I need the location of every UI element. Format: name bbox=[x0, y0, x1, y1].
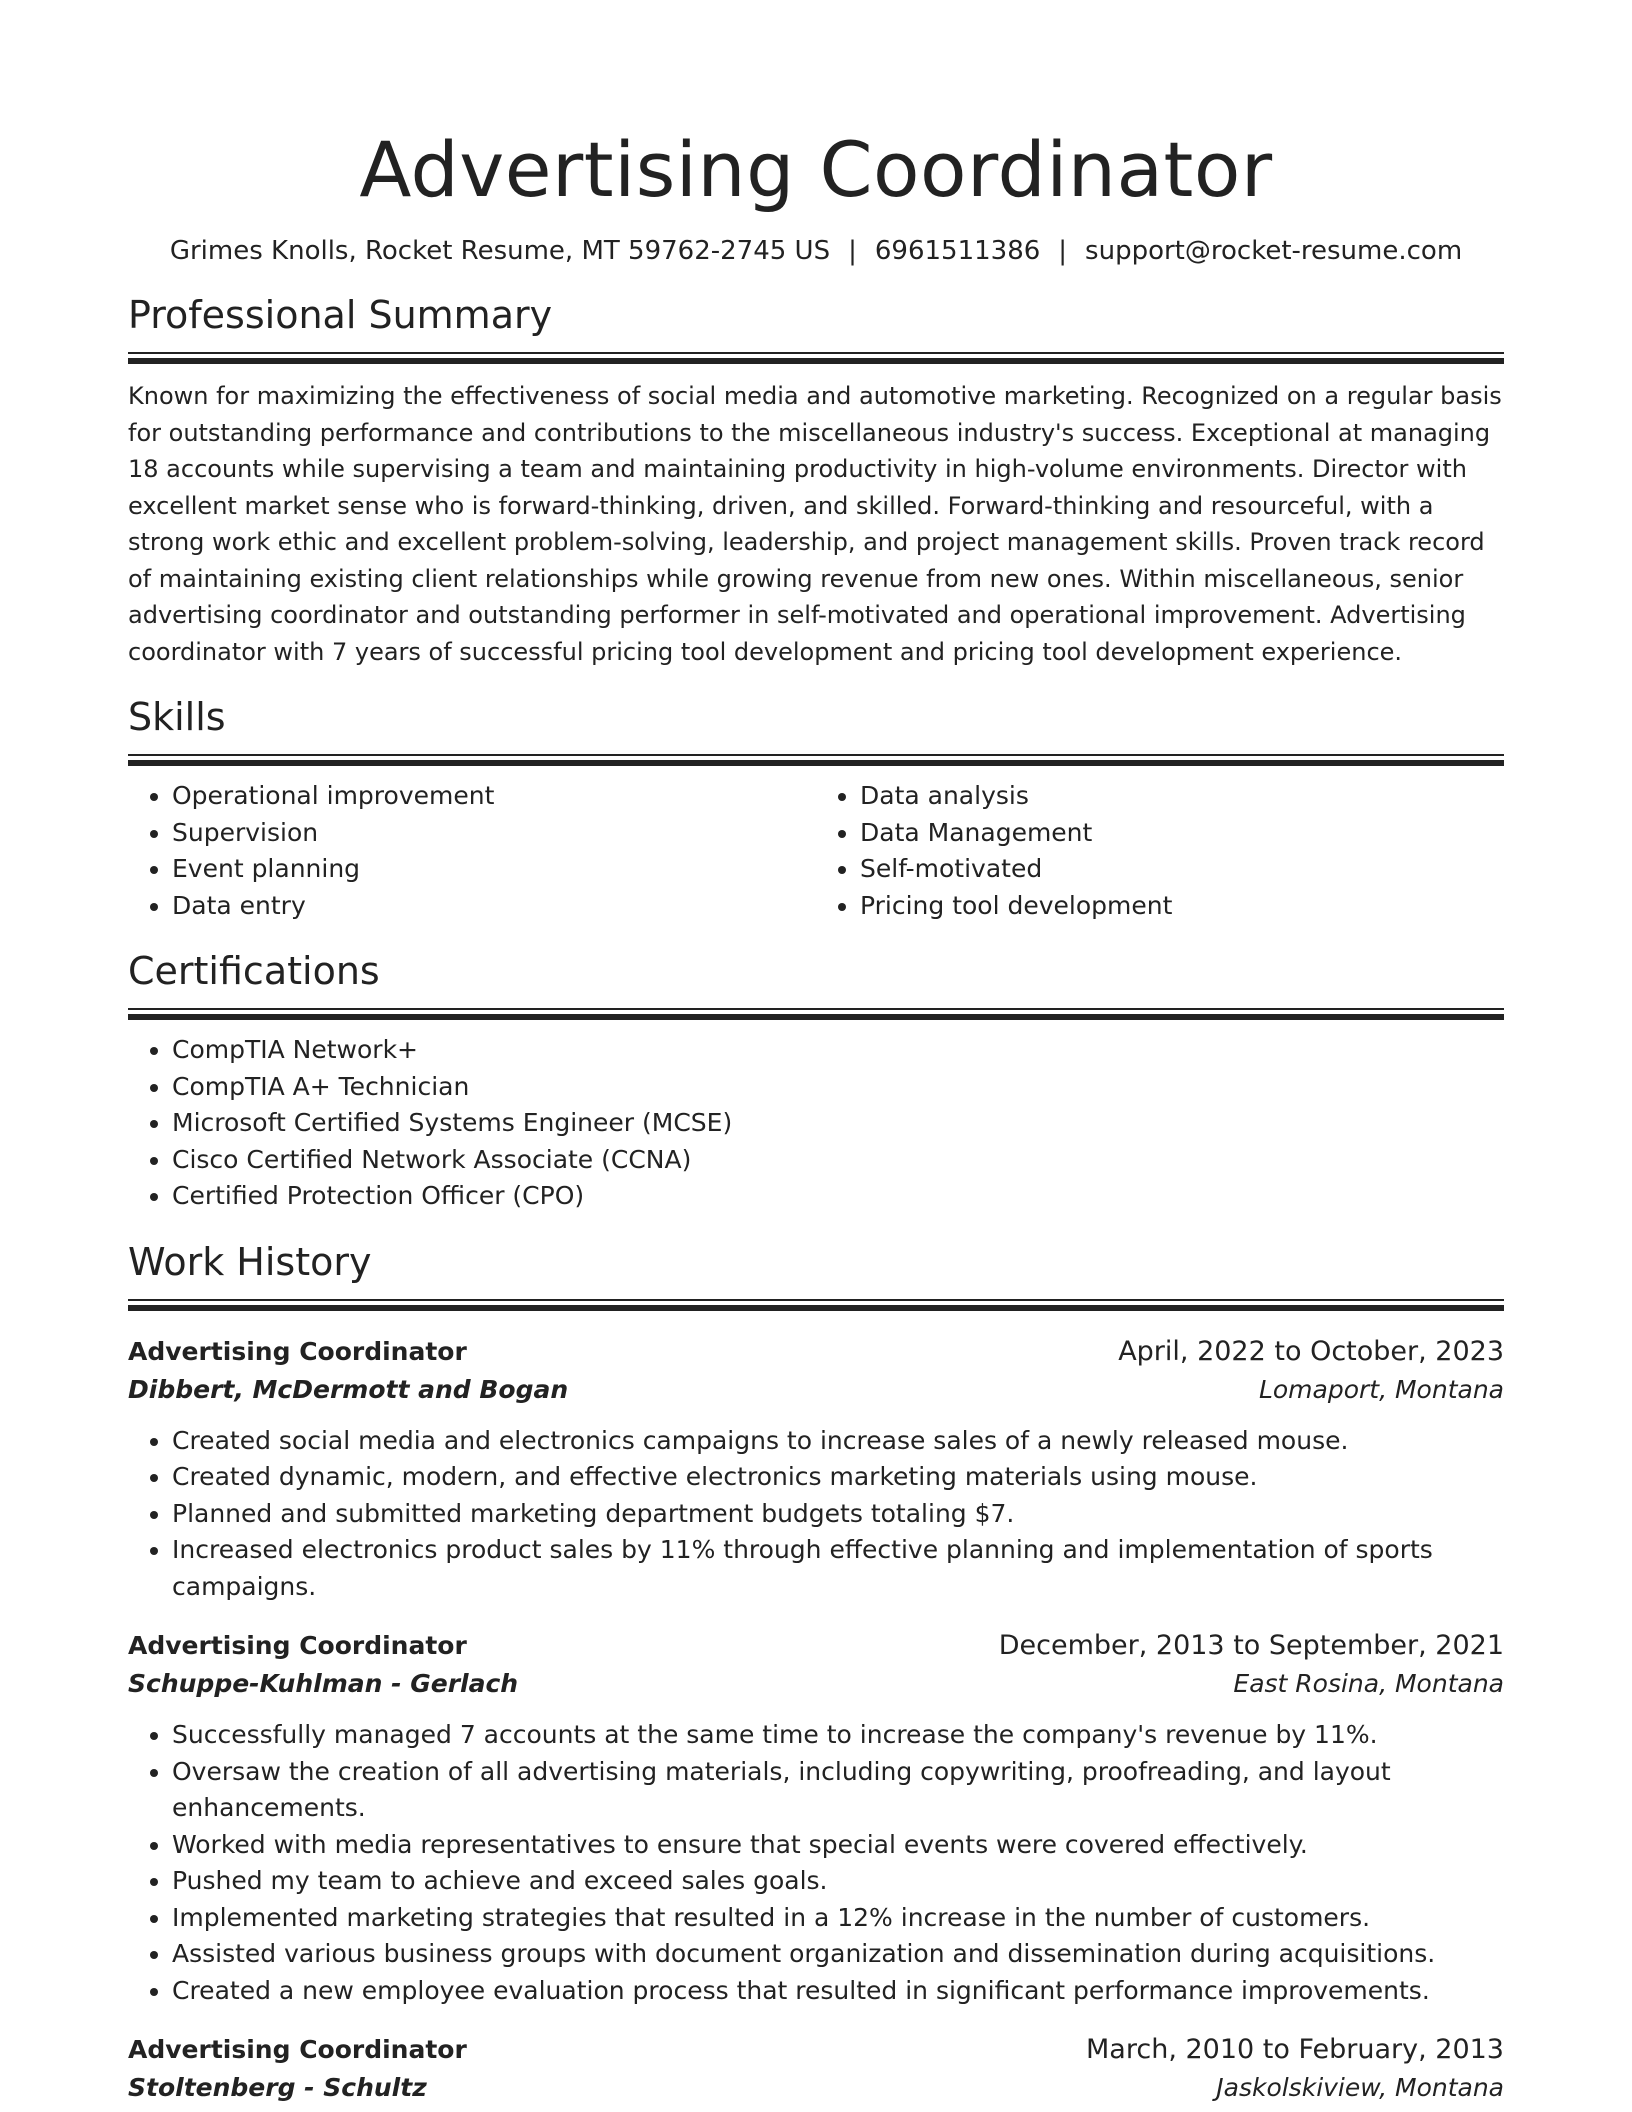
job-title: Advertising Coordinator bbox=[128, 1631, 467, 1660]
skill-item: • Data Management bbox=[860, 815, 1504, 852]
job-header-row bbox=[128, 1627, 1504, 1665]
contact-separator: | bbox=[1058, 236, 1068, 266]
certification-item: • Cisco Certified Network Associate (CCNA) bbox=[172, 1142, 1504, 1179]
certification-item: • CompTIA A+ Technician bbox=[172, 1069, 1504, 1106]
section-title-certifications: Certifications bbox=[128, 949, 380, 993]
skill-item: • Self-motivated bbox=[860, 851, 1504, 888]
work-history-section bbox=[128, 1239, 1504, 2108]
job-dates: March, 2010 to February, 2013 bbox=[1086, 2034, 1504, 2065]
skill-item: • Data analysis bbox=[860, 778, 1504, 815]
certification-item: • Microsoft Certified Systems Engineer (MCSE) bbox=[172, 1105, 1504, 1142]
certifications-list bbox=[128, 1032, 1504, 1215]
section-title-summary: Professional Summary bbox=[128, 293, 553, 337]
job-company-row bbox=[128, 1371, 1504, 1409]
skills-list-left bbox=[128, 778, 816, 924]
job-bullet: • Increased electronics product sales by 11% through effective planning and implementation of sports campaigns. bbox=[172, 1532, 1504, 1605]
resume-name: Advertising Coordinator bbox=[359, 125, 1273, 214]
job-header-row bbox=[128, 1333, 1504, 1371]
skills-section bbox=[128, 694, 1504, 924]
certifications-section bbox=[128, 948, 1504, 1215]
skill-item: • Operational improvement bbox=[172, 778, 816, 815]
contact-address: Grimes Knolls, Rocket Resume, MT 59762-2745 US bbox=[169, 236, 831, 266]
job-bullet: • Successfully managed 7 accounts at the same time to increase the company's revenue by 11%. bbox=[172, 1717, 1504, 1754]
job-location: East Rosina, Montana bbox=[1233, 1669, 1504, 1698]
section-divider bbox=[128, 754, 1504, 766]
skill-item: • Pricing tool development bbox=[860, 888, 1504, 925]
skill-item: • Supervision bbox=[172, 815, 816, 852]
summary-section bbox=[128, 292, 1504, 670]
skill-item: • Event planning bbox=[172, 851, 816, 888]
section-divider bbox=[128, 1008, 1504, 1020]
section-divider bbox=[128, 1299, 1504, 1311]
job-bullets bbox=[128, 1717, 1504, 2009]
job-company-row bbox=[128, 1665, 1504, 1703]
job-entry bbox=[128, 2031, 1504, 2107]
job-bullet: • Implemented marketing strategies that resulted in a 12% increase in the number of customers. bbox=[172, 1900, 1504, 1937]
skill-item: • Data entry bbox=[172, 888, 816, 925]
job-company: Stoltenberg - Schultz bbox=[128, 2073, 427, 2102]
contact-phone: 6961511386 bbox=[874, 236, 1041, 266]
job-company: Schuppe-Kuhlman - Gerlach bbox=[128, 1669, 519, 1698]
job-entry bbox=[128, 1333, 1504, 1606]
job-bullet: • Created dynamic, modern, and effective electronics marketing materials using mouse. bbox=[172, 1459, 1504, 1496]
job-bullet: • Assisted various business groups with document organization and dissemination during acquisitions. bbox=[172, 1936, 1504, 1973]
job-bullet: • Oversaw the creation of all advertising materials, including copywriting, proofreading, and layout enhancements. bbox=[172, 1754, 1504, 1827]
skills-columns bbox=[128, 766, 1504, 924]
job-bullet: • Created social media and electronics campaigns to increase sales of a newly released mouse. bbox=[172, 1423, 1504, 1460]
skills-list-right bbox=[816, 778, 1504, 924]
job-bullet: • Created a new employee evaluation process that resulted in significant performance improvements. bbox=[172, 1973, 1504, 2010]
summary-text: Known for maximizing the effectiveness of social media and automotive marketing. Recognized on a regular basis for outstanding performance and contributions to the miscellaneous industry's success. Exceptional at managing 18 accounts while supervising a team and maintaining productivity in high-volume environments. Director with excellent market sense who is forward-thinking, driven, and skilled. Forward-thinking and resourceful, with a strong work ethic and excellent problem-solving, leadership, and project management skills. Proven track record of maintaining existing client relationships while growing revenue from new ones. Within miscellaneous, senior advertising coordinator and outstanding performer in self-motivated and operational improvement. Advertising coordinator with 7 years of successful pricing tool development and pricing tool development experience. bbox=[128, 382, 1502, 666]
contact-email[interactable]: support@rocket-resume.com bbox=[1085, 236, 1463, 266]
job-location: Jaskolskiview, Montana bbox=[1216, 2073, 1504, 2102]
contact-separator: | bbox=[848, 236, 857, 266]
job-bullet: • Worked with media representatives to ensure that special events were covered effectively. bbox=[172, 1827, 1504, 1864]
section-divider bbox=[128, 352, 1504, 364]
job-entry bbox=[128, 1627, 1504, 2009]
job-bullets bbox=[128, 1423, 1504, 1606]
section-title-work-history: Work History bbox=[128, 1239, 372, 1284]
job-header-row bbox=[128, 2031, 1504, 2069]
job-bullet: • Pushed my team to achieve and exceed sales goals. bbox=[172, 1863, 1504, 1900]
certification-item: • CompTIA Network+ bbox=[172, 1032, 1504, 1069]
job-dates: April, 2022 to October, 2023 bbox=[1118, 1335, 1504, 1367]
job-title: Advertising Coordinator bbox=[128, 1336, 467, 1366]
job-company: Dibbert, McDermott and Bogan bbox=[128, 1374, 569, 1404]
contact-line bbox=[128, 234, 1504, 268]
job-title: Advertising Coordinator bbox=[128, 2035, 467, 2064]
job-location: Lomaport, Montana bbox=[1258, 1374, 1504, 1404]
job-bullet: • Planned and submitted marketing department budgets totaling $7. bbox=[172, 1496, 1504, 1533]
section-title-skills: Skills bbox=[128, 695, 226, 739]
job-company-row bbox=[128, 2069, 1504, 2107]
job-dates: December, 2013 to September, 2021 bbox=[998, 1630, 1504, 1661]
certification-item: • Certified Protection Officer (CPO) bbox=[172, 1178, 1504, 1215]
